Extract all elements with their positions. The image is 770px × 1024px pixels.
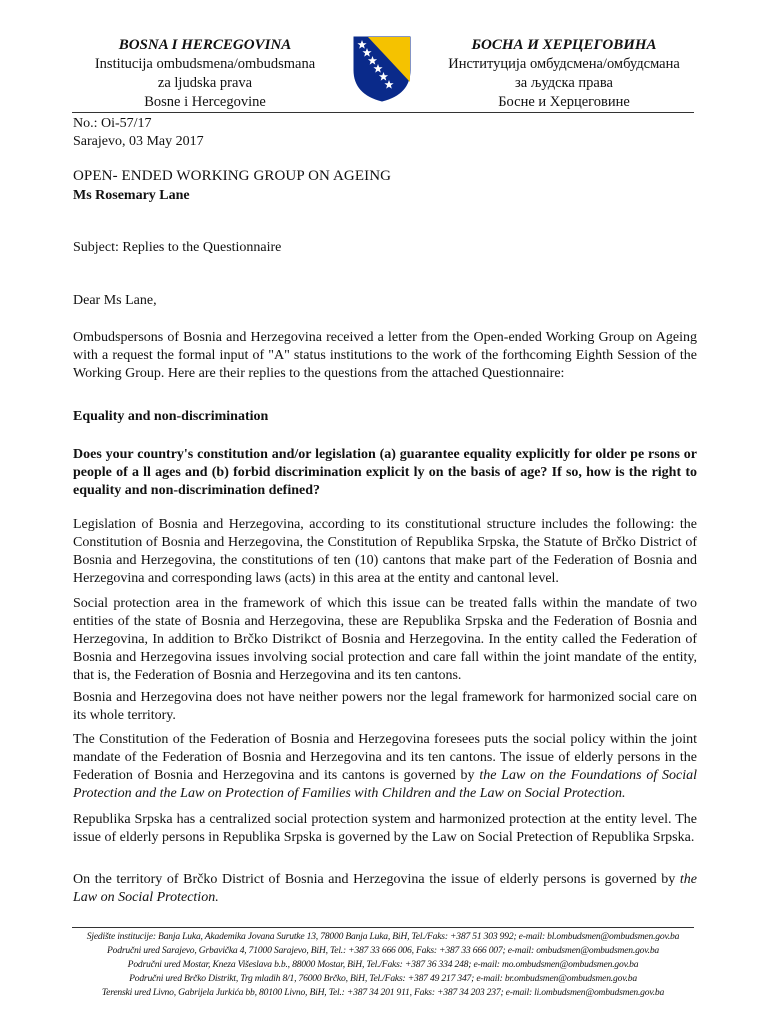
coat-of-arms-icon <box>353 36 411 102</box>
paragraph-brcko-law: the Law on Social Protection. <box>73 872 697 905</box>
paragraph-social-protection: Social protection area in the framework of which this issue can be treated falls within the mandate of two entities of the state of Bosnia and Herzegovina, these are Republika Srpska and the Federation of Bosnia and Herzegovina, In addition to Brčko Distrikct of Bosnia and Herzegovina. In the entity called the Federation of Bosnia and Herzegovina issues involving social protection and care fall within the joint mandate of the entity, that is, the Federation of Bosnia and Herzegovina and its ten cantons. <box>73 596 697 683</box>
letter-date: Sarajevo, 03 May 2017 <box>73 134 204 149</box>
paragraph-federation-laws: the Law on the Foundations of Social Protection and the Law on Protection of Families with Children and the Law on Social Protection. <box>73 768 697 801</box>
salutation: Dear Ms Lane, <box>73 293 157 308</box>
paragraph-federation <box>73 731 697 803</box>
header-cyrillic-line1: Институција омбудсмена/омбудсмана <box>448 56 680 72</box>
header-cyrillic <box>418 36 710 112</box>
header-latin-line3: Bosne i Hercegovine <box>144 94 266 110</box>
intro-paragraph: Ombudspersons of Bosnia and Herzegovina received a letter from the Open-ended Working Group on Ageing with a request the formal input of "A" status institutions to the work of the forthcoming Eighth Session of the Working Group. Here are their replies to the questions from the attached Questionnaire: <box>73 330 697 381</box>
footer-addresses <box>60 930 706 1000</box>
header-cyrillic-line2: за људска права <box>515 75 613 91</box>
footer-line: Područni ured Brčko Distrikt, Trg mladih 8/1, 76000 Brčko, BiH, Tel./Faks: +387 49 217 347; e-mail: br.ombudsmen@ombudsmen.gov.ba <box>129 973 637 984</box>
header-latin-line1: Institucija ombudsmena/ombudsmana <box>94 56 316 72</box>
paragraph-brcko <box>73 871 697 907</box>
paragraph-brcko-text: On the territory of Brčko District of Bosnia and Herzegovina the issue of elderly persons is governed by <box>73 872 680 887</box>
reference-number: No.: Oi-57/17 <box>73 116 152 131</box>
section-heading: Equality and non-discrimination <box>73 409 269 424</box>
header-latin-title: BOSNA I HERCEGOVINA <box>118 37 292 53</box>
header-latin <box>60 36 350 112</box>
recipient-name: Ms Rosemary Lane <box>73 188 190 203</box>
question-text: Does your country's constitution and/or legislation (a) guarantee equality explicitly for older pe rsons or people of a ll ages and (b) forbid discrimination explicit ly on the basis of age? If so, how is the right to equality and non-discrimination defined? <box>73 447 697 498</box>
header-divider <box>72 112 694 113</box>
header-cyrillic-title: БОСНА И ХЕРЦЕГОВИНА <box>471 37 657 53</box>
footer-divider <box>72 927 694 928</box>
paragraph-legislation: Legislation of Bosnia and Herzegovina, according to its constitutional structure includes the following: the Constitution of Bosnia and Herzegovina, the Constitution of Republika Srpska, the Statute of Brčko District of Bosnia and Herzegovina, the constitutions of ten (10) cantons that make part of the Federation of Bosnia and Herzegovina and corresponding laws (acts) in this area at the entity and cantonal level. <box>73 517 697 586</box>
header-latin-line2: za ljudska prava <box>157 75 253 91</box>
header-cyrillic-line3: Босне и Херцеговине <box>498 94 630 110</box>
paragraph-no-framework: Bosnia and Herzegovina does not have neither powers nor the legal framework for harmonized social care on its whole territory. <box>73 690 697 723</box>
footer-line: Sjedište institucije: Banja Luka, Akademika Jovana Surutke 13, 78000 Banja Luka, BiH, Tel./Faks: +387 51 303 992; e-mail: bl.ombudsmen@ombudsmen.gov.ba <box>86 931 680 942</box>
footer-line: Područni ured Sarajevo, Grbavička 4, 71000 Sarajevo, BiH, Tel.: +387 33 666 006, Faks: +387 33 666 007; e-mail: ombudsmen@ombudsmen.gov.ba <box>106 945 660 956</box>
paragraph-federation-text: The Constitution of the Federation of Bosnia and Herzegovina foresees puts the social policy within the joint mandate of the Federation of Bosnia and Herzegovina and its ten cantons. The issue of elderly persons in the Federation of Bosnia and Herzegovina and its cantons is governed by <box>73 732 697 783</box>
footer-line: Terenski ured Livno, Gabrijela Jurkića bb, 80100 Livno, BiH, Tel.: +387 34 201 911, Faks: +387 34 203 237; e-mail: li.ombudsmen@ombudsmen.gov.ba <box>101 987 665 998</box>
subject-line: Subject: Replies to the Questionnaire <box>73 240 282 255</box>
recipient-organization: OPEN- ENDED WORKING GROUP ON AGEING <box>73 168 392 184</box>
footer-line: Područni ured Mostar, Kneza Višeslava b.b., 88000 Mostar, BiH, Tel./Faks: +387 36 334 248; e-mail: mo.ombudsmen@ombudsmen.gov.ba <box>127 959 639 970</box>
paragraph-republika-srpska: Republika Srpska has a centralized social protection system and harmonized protection at the entity level. The issue of elderly persons in Republika Srpska is governed by the Law on Social Pretection of Republika Srpska. <box>73 812 697 845</box>
